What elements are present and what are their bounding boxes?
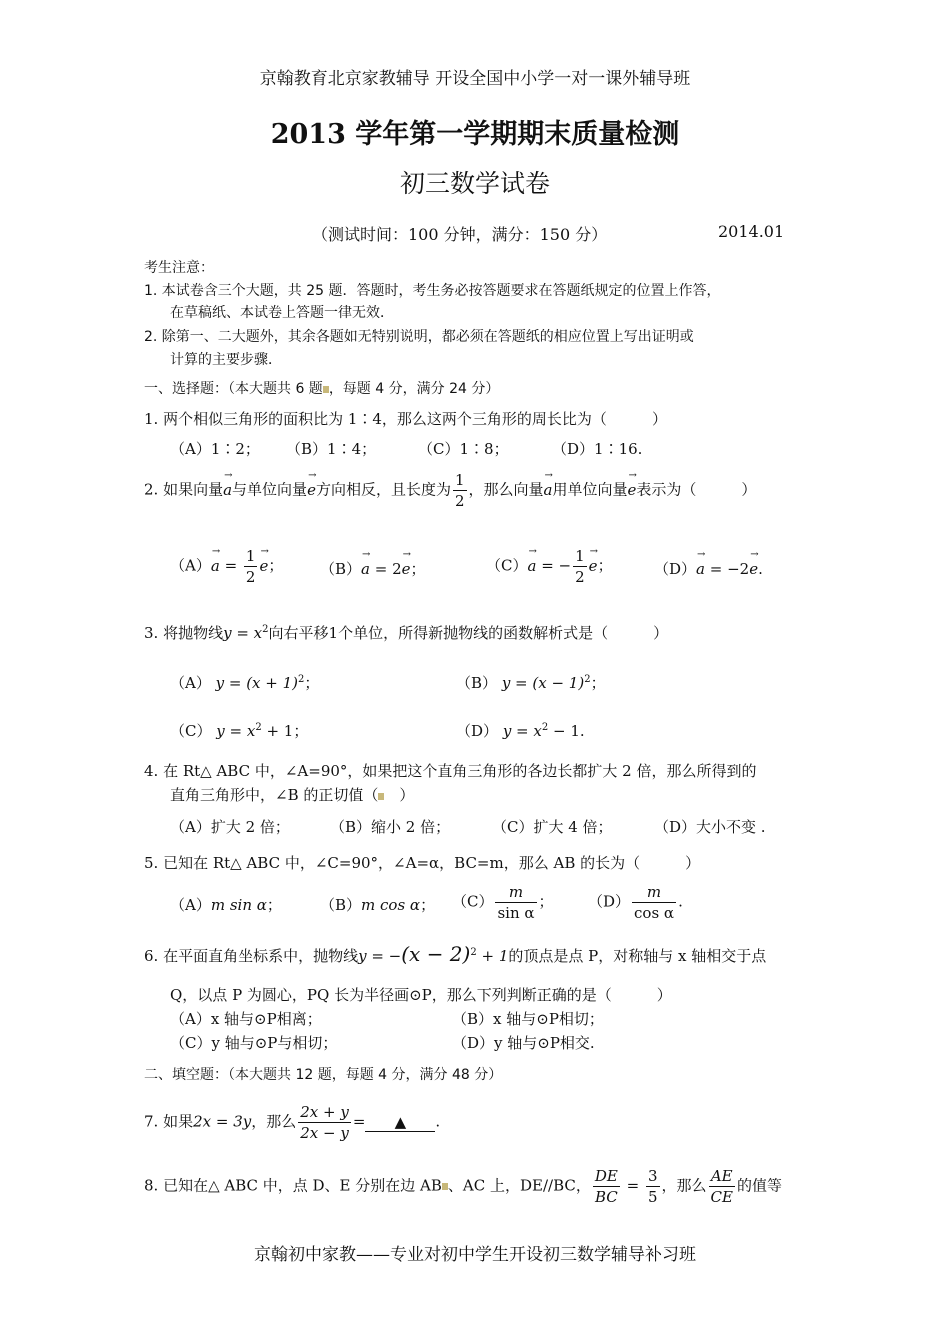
exam-info: （测试时间：100 分钟，满分：150 分）	[312, 225, 608, 244]
q4-option-c: （C）扩大 4 倍；	[492, 818, 613, 836]
q2-option-c: （C）a → = − $\frac{1}{2}$ e →；	[486, 546, 613, 587]
q6-stem: 6. 在平面直角坐标系中，抛物线$y = -(x - 2)^2 + 1$的顶点是点 P，对称轴与 x 轴相交于点	[144, 942, 767, 966]
q6-option-d: （D）y 轴与⊙P相交.	[452, 1034, 595, 1052]
page-header: 京翰教育北京家教辅导 开设全国中小学一对一课外辅导班	[259, 69, 691, 89]
q6-option-a: （A）x 轴与⊙P相离；	[170, 1010, 322, 1028]
q4-stem: 4. 在 Rt△ ABC 中，∠A=90°，如果把这个直角三角形的各边长都扩大 2 倍，那么所得到的	[144, 762, 757, 780]
notice-item-2-cont: 计算的主要步骤．	[170, 352, 282, 368]
q4-option-d: （D）大小不变 .	[654, 818, 766, 836]
q3-option-b: （B） $y = (x - 1)^2$；	[456, 674, 606, 692]
q2-option-b: （B）a → = 2e →；	[320, 558, 426, 579]
notice-item-1-cont: 在草稿纸、本试卷上答题一律无效．	[170, 305, 394, 321]
q1-option-b: （B）1∶4；	[286, 440, 377, 458]
q1-option-c: （C）1∶8；	[418, 440, 509, 458]
q5-option-a: （A）m sin α；	[170, 896, 282, 914]
q4-option-b: （B）缩小 2 倍；	[330, 818, 451, 836]
notice-item-2: 2. 除第一、二大题外，其余各题如无特别说明，都必须在答题纸的相应位置上写出证明或	[144, 329, 694, 345]
q6-option-c: （C）y 轴与⊙P与相切；	[170, 1034, 338, 1052]
q5-option-b: （B）m cos α；	[320, 896, 436, 914]
q2-option-a: （A）a → = $\frac{1}{2}$ e →；	[170, 546, 283, 587]
q6-option-b: （B）x 轴与⊙P相切；	[452, 1010, 604, 1028]
exam-title: 2013 学年第一学期期末质量检测	[270, 119, 680, 150]
q7-stem: 7. 如果2x = 3y，那么 $\frac{2x + y}{2x - y}$ = ▲ .	[144, 1103, 441, 1142]
section-2-heading: 二、填空题：（本大题共 12 题，每题 4 分，满分 48 分）	[144, 1067, 503, 1083]
exam-date: 2014.01	[718, 222, 785, 241]
answer-blank: ▲	[365, 1113, 435, 1132]
notice-item-1: 1. 本试卷含三个大题，共 25 题．答题时，考生务必按答题要求在答题纸规定的位置上作答，	[144, 283, 721, 299]
q4-stem-cont: 直角三角形中，∠B 的正切值（ ）	[170, 786, 415, 804]
vector-a: a →	[223, 481, 232, 499]
q3-option-c: （C） $y = x^2 + 1$；	[170, 722, 309, 740]
section-1-heading: 一、选择题：（本大题共 6 题 ，每题 4 分，满分 24 分）	[144, 381, 500, 397]
q8-stem: 8. 已知在△ ABC 中，点 D、E 分别在边 AB 、AC 上，DE//BC， $\frac{DE}{BC}$ = $\frac{3}{5}$ ，那么 $\frac{AE}{CE}$ 的值等	[144, 1167, 782, 1206]
notice-heading: 考生注意：	[144, 260, 214, 276]
exam-subtitle: 初三数学试卷	[399, 169, 550, 198]
q3-option-d: （D） $y = x^2 - 1$.	[456, 722, 585, 740]
q3-stem: 3. 将抛物线$y = x^2$向右平移1个单位，所得新抛物线的函数解析式是（ ）	[144, 624, 669, 642]
q5-stem: 5. 已知在 Rt△ ABC 中，∠C=90°，∠A=α，BC=m，那么 AB 的长为（ ）	[144, 854, 701, 872]
q2-option-d: （D）a → = −2e →.	[654, 558, 763, 579]
q3-option-a: （A） $y = (x + 1)^2$；	[170, 674, 320, 692]
q1-option-d: （D）1∶16.	[552, 440, 643, 458]
q5-option-d: （D） $\frac{m}{\text{cos α}}$ .	[588, 883, 683, 922]
fraction-half: $\frac{1}{2}$	[454, 471, 465, 510]
q4-option-a: （A）扩大 2 倍；	[170, 818, 290, 836]
q2-stem: 2. 如果向量a →与单位向量e →方向相反，且长度为 $\frac{1}{2}$ ，那么向量a →用单位向量e →表示为（ ）	[144, 470, 756, 511]
vector-e: e →	[307, 481, 316, 499]
q5-option-c: （C） $\frac{m}{\text{sin α}}$ ；	[452, 883, 554, 922]
q1-option-a: （A）1∶2；	[170, 440, 260, 458]
q6-stem-cont: Q，以点 P 为圆心，PQ 长为半径画⊙P，那么下列判断正确的是（ ）	[170, 986, 672, 1004]
q1-stem: 1. 两个相似三角形的面积比为 1∶4，那么这两个三角形的周长比为（ ）	[144, 410, 667, 428]
page-footer: 京翰初中家教——专业对初中学生开设初三数学辅导补习班	[254, 1245, 696, 1265]
